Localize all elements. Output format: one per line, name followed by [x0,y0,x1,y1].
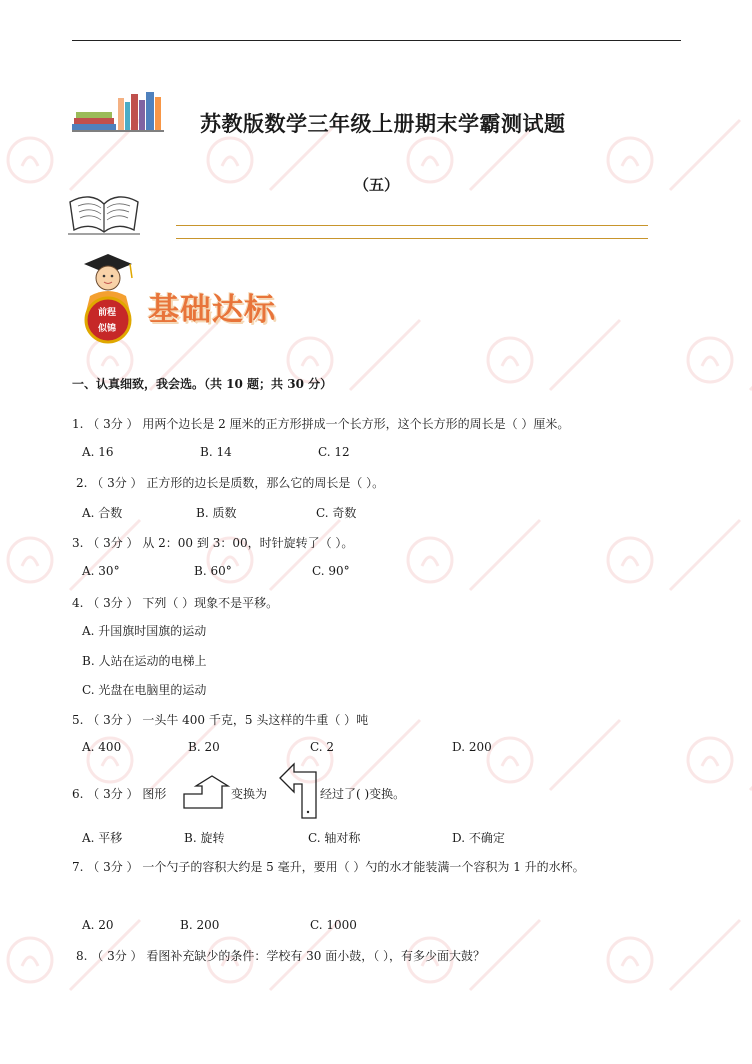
rotated-arrow-shape-icon [278,762,320,820]
q7-option-c[interactable]: C. 1000 [310,918,357,932]
watermark-logo-mark [688,738,732,782]
q1-option-c[interactable]: C. 12 [318,445,350,459]
medal-line-2: 似锦 [98,324,117,334]
watermark-logo-mark [688,338,732,382]
q3-option-b[interactable]: B. 60° [194,564,232,578]
watermark-logo-mark [488,338,532,382]
watermark-logo-stroke [702,757,718,766]
watermark-logo-stroke [222,157,238,166]
q7-option-b[interactable]: B. 200 [180,918,220,932]
watermark-logo-stroke [22,157,38,166]
watermark-diagonal-stroke [550,320,620,390]
q4-option-c[interactable]: C. 光盘在电脑里的运动 [82,683,207,697]
watermark-diagonal-stroke [350,720,420,790]
question-6-middle: 变换为 [231,787,268,801]
question-5: 5. （ 3分 ） 一头牛 400 千克，5 头这样的牛重（ ）吨 [72,713,369,727]
question-6-suffix: 经过了( )变换。 [320,787,406,801]
badge-label: 基础达标 [148,292,276,328]
watermark-logo-stroke [22,957,38,966]
watermark-logo-mark [488,738,532,782]
q6-option-d[interactable]: D. 不确定 [452,831,505,845]
watermark-logo-stroke [102,757,118,766]
watermark-logo-mark [608,138,652,182]
question-6-prefix: 6. （ 3分 ） 图形 [72,787,167,801]
title-rule-lower [176,238,648,239]
q2-option-b[interactable]: B. 质数 [196,506,237,520]
watermark-logo-mark [208,138,252,182]
watermark-logo-stroke [102,357,118,366]
q6-option-b[interactable]: B. 旋转 [184,831,225,845]
stair-arrow-shape-icon [182,774,232,810]
q5-option-a[interactable]: A. 400 [82,740,122,754]
question-7: 7. （ 3分 ） 一个勺子的容积大约是 5 毫升，要用（ ）勺的水才能装满一个容积为 1 升的水杯。 [72,860,585,874]
watermark-logo-mark [608,938,652,982]
watermark-diagonal-stroke [670,120,740,190]
open-book-icon [66,188,142,238]
q2-option-a[interactable]: A. 合数 [82,506,123,520]
watermark-logo-mark [408,138,452,182]
watermark-logo-stroke [622,157,638,166]
q4-option-a[interactable]: A. 升国旗时国旗的运动 [82,624,207,638]
q5-option-b[interactable]: B. 20 [188,740,220,754]
header-rule [72,40,681,41]
question-3: 3. （ 3分 ） 从 2：00 到 3：00，时针旋转了（ ）。 [72,536,354,550]
watermark-logo-stroke [502,357,518,366]
document-title: 苏教版数学三年级上册期末学霸测试题 [200,111,566,136]
watermark-logo-mark [608,538,652,582]
question-2: 2. （ 3分 ） 正方形的边长是质数，那么它的周长是（ ）。 [76,476,385,490]
q6-option-a[interactable]: A. 平移 [82,831,123,845]
watermark-diagonal-stroke [550,720,620,790]
section-heading: 一、认真细致，我会选。（共 10 题；共 30 分） [72,377,333,391]
watermark-logo-mark [8,538,52,582]
title-rule-upper [176,225,648,226]
watermark-logo-stroke [302,357,318,366]
question-1: 1. （ 3分 ） 用两个边长是 2 厘米的正方形拼成一个长方形，这个长方形的周长是（ ）厘米。 [72,417,570,431]
watermark-logo-mark [8,938,52,982]
watermark-diagonal-stroke [470,520,540,590]
q3-option-a[interactable]: A. 30° [82,564,120,578]
watermark-logo-stroke [502,757,518,766]
watermark-diagonal-stroke [670,920,740,990]
watermark-logo-stroke [422,157,438,166]
watermark-diagonal-stroke [70,520,140,590]
watermark-logo-mark [8,138,52,182]
watermark-logo-stroke [622,957,638,966]
q4-option-b[interactable]: B. 人站在运动的电梯上 [82,654,207,668]
watermark-diagonal-stroke [670,520,740,590]
q5-option-d[interactable]: D. 200 [452,740,492,754]
question-8: 8. （ 3分 ） 看图补充缺少的条件：学校有 30 面小鼓，（ ），有多少面大鼓？ [76,949,486,963]
medal-line-1: 前程 [98,308,117,318]
watermark-diagonal-stroke [350,320,420,390]
q5-option-c[interactable]: C. 2 [310,740,335,754]
books-icon [72,88,168,134]
question-4: 4. （ 3分 ） 下列（ ）现象不是平移。 [72,596,279,610]
q1-option-b[interactable]: B. 14 [200,445,232,459]
q6-option-c[interactable]: C. 轴对称 [308,831,361,845]
watermark-diagonal-stroke [270,520,340,590]
watermark-logo-mark [408,538,452,582]
q3-option-c[interactable]: C. 90° [312,564,350,578]
document-subtitle: （五） [354,176,400,194]
watermark-logo-stroke [22,557,38,566]
watermark-logo-stroke [622,557,638,566]
watermark-logo-stroke [422,557,438,566]
q2-option-c[interactable]: C. 奇数 [316,506,357,520]
q1-option-a[interactable]: A. 16 [82,445,114,459]
q7-option-a[interactable]: A. 20 [82,918,114,932]
watermark-logo-stroke [702,357,718,366]
